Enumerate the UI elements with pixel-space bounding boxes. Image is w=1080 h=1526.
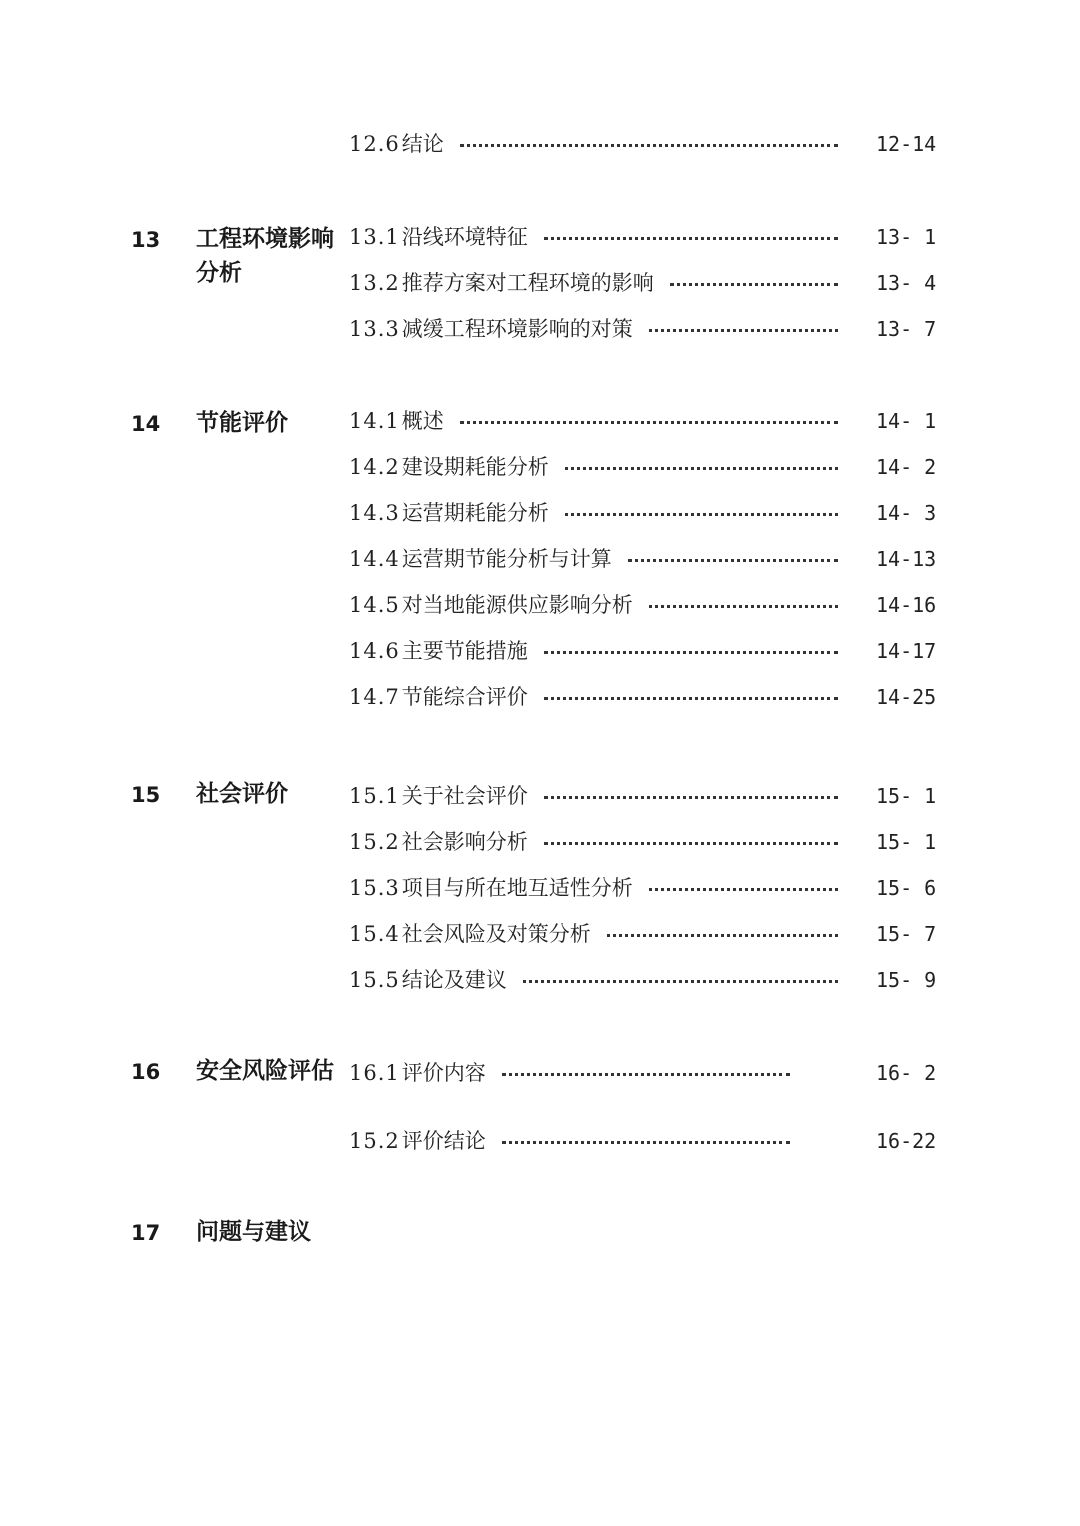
section-title: 问题与建议 (196, 1219, 311, 1245)
entry-page-number: 14-25 (876, 685, 937, 709)
entry-label (349, 501, 549, 525)
entry-number: 16.1 (349, 1061, 400, 1085)
entry-number: 14.6 (349, 639, 400, 663)
entry-title: 推荐方案对工程环境的影响 (401, 271, 654, 295)
toc-entry[interactable] (349, 919, 939, 949)
toc-entry[interactable] (349, 827, 939, 857)
entry-title: 运营期耗能分析 (401, 501, 549, 525)
section-number: 16 (131, 1060, 161, 1084)
entry-page-number: 15- 6 (876, 876, 937, 900)
entry-title: 运营期节能分析与计算 (401, 547, 612, 571)
section-title: 工程环境影响分析 (196, 226, 334, 286)
entry-number: 13.2 (349, 271, 400, 295)
leader-dots (649, 605, 838, 608)
toc-entry[interactable] (349, 129, 939, 159)
entry-page-number: 14-17 (876, 639, 937, 663)
entry-page-number: 13- 1 (876, 225, 937, 249)
entry-page-number: 14- 2 (876, 455, 937, 479)
section-number: 15 (131, 783, 161, 807)
entry-label (349, 547, 612, 571)
leader-dots (628, 559, 838, 562)
toc-entry[interactable] (349, 406, 939, 436)
entry-number: 14.7 (349, 685, 400, 709)
entry-title: 项目与所在地互适性分析 (401, 876, 633, 900)
entry-page-number: 14- 1 (876, 409, 937, 433)
leader-dots (565, 467, 838, 470)
leader-dots (607, 934, 838, 937)
toc-entry[interactable] (349, 873, 939, 903)
entry-label (349, 271, 654, 295)
leader-dots (460, 144, 838, 147)
leader-dots (565, 513, 838, 516)
leader-dots (670, 283, 838, 286)
entry-number: 15.5 (349, 968, 400, 992)
entry-number: 13.3 (349, 317, 400, 341)
toc-entry[interactable] (349, 590, 939, 620)
leader-dots (502, 1073, 790, 1076)
entry-number: 14.1 (349, 409, 400, 433)
entry-label (349, 685, 528, 709)
toc-entry[interactable] (349, 682, 939, 712)
entry-label (349, 132, 444, 156)
entry-page-number: 13- 4 (876, 271, 937, 295)
entry-label (349, 922, 591, 946)
entry-page-number: 16- 2 (876, 1061, 937, 1085)
entry-label (349, 593, 633, 617)
leader-dots (649, 329, 838, 332)
entry-title: 评价内容 (401, 1061, 486, 1085)
toc-entry[interactable] (349, 544, 939, 574)
entry-label (349, 876, 633, 900)
entry-page-number: 14-13 (876, 547, 937, 571)
toc-entry[interactable] (349, 636, 939, 666)
entry-title: 结论及建议 (401, 968, 507, 992)
toc-entry[interactable] (349, 498, 939, 528)
section-number: 17 (131, 1221, 161, 1245)
entry-page-number: 12-14 (876, 132, 937, 156)
entry-label (349, 225, 528, 249)
entry-label (349, 1061, 486, 1085)
toc-entry[interactable] (349, 1126, 939, 1156)
entry-label (349, 784, 528, 808)
leader-dots (544, 842, 838, 845)
entry-label (349, 409, 444, 433)
leader-dots (544, 651, 838, 654)
entry-title: 节能综合评价 (401, 685, 528, 709)
entry-page-number: 15- 1 (876, 784, 937, 808)
entry-label (349, 455, 549, 479)
section-number: 14 (131, 412, 161, 436)
toc-entry[interactable] (349, 781, 939, 811)
section-number: 13 (131, 228, 161, 252)
toc-entry[interactable] (349, 965, 939, 995)
entry-label (349, 968, 507, 992)
toc-entry[interactable] (349, 1058, 939, 1088)
entry-page-number: 15- 9 (876, 968, 937, 992)
entry-title: 概述 (401, 409, 444, 433)
entry-number: 14.2 (349, 455, 400, 479)
entry-page-number: 15- 7 (876, 922, 937, 946)
toc-entry[interactable] (349, 314, 939, 344)
entry-number: 15.1 (349, 784, 400, 808)
entry-label (349, 830, 528, 854)
toc-entry[interactable] (349, 268, 939, 298)
entry-number: 15.2 (349, 1129, 400, 1153)
section-title: 社会评价 (196, 781, 288, 807)
entry-number: 15.4 (349, 922, 400, 946)
leader-dots (649, 888, 838, 891)
entry-title: 沿线环境特征 (401, 225, 528, 249)
toc-entry[interactable] (349, 222, 939, 252)
entry-title: 社会风险及对策分析 (401, 922, 591, 946)
entry-title: 减缓工程环境影响的对策 (401, 317, 633, 341)
entry-number: 14.4 (349, 547, 400, 571)
section-title: 安全风险评估 (196, 1058, 334, 1084)
entry-page-number: 13- 7 (876, 317, 937, 341)
entry-title: 关于社会评价 (401, 784, 528, 808)
leader-dots (523, 980, 838, 983)
leader-dots (544, 697, 838, 700)
entry-number: 12.6 (349, 132, 400, 156)
entry-page-number: 14-16 (876, 593, 937, 617)
entry-number: 14.5 (349, 593, 400, 617)
leader-dots (544, 796, 838, 799)
entry-number: 13.1 (349, 225, 400, 249)
leader-dots (460, 421, 838, 424)
toc-entry[interactable] (349, 452, 939, 482)
entry-title: 对当地能源供应影响分析 (401, 593, 633, 617)
entry-label (349, 639, 528, 663)
entry-title: 社会影响分析 (401, 830, 528, 854)
entry-title: 建设期耗能分析 (401, 455, 549, 479)
leader-dots (544, 237, 838, 240)
entry-label (349, 1129, 486, 1153)
entry-page-number: 16-22 (876, 1129, 937, 1153)
section-title: 节能评价 (196, 410, 288, 436)
entry-title: 评价结论 (401, 1129, 486, 1153)
entry-title: 主要节能措施 (401, 639, 528, 663)
leader-dots (502, 1141, 790, 1144)
entry-number: 14.3 (349, 501, 400, 525)
entry-page-number: 14- 3 (876, 501, 937, 525)
entry-number: 15.2 (349, 830, 400, 854)
entry-number: 15.3 (349, 876, 400, 900)
entry-page-number: 15- 1 (876, 830, 937, 854)
entry-label (349, 317, 633, 341)
entry-title: 结论 (401, 132, 444, 156)
